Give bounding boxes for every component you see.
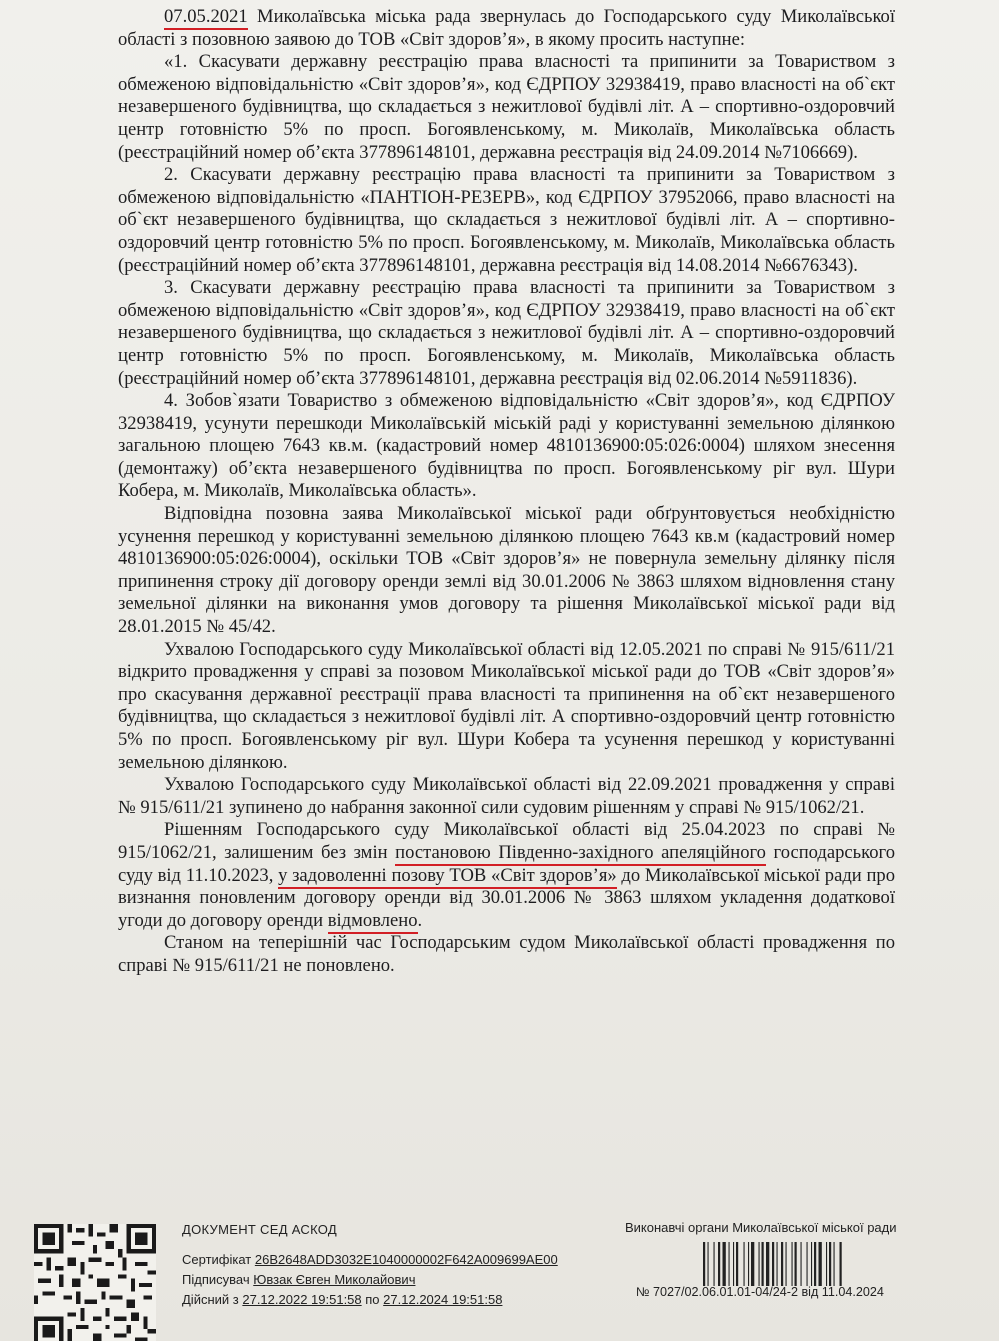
barcode-icon [703,1242,877,1286]
signer-line: Підписувач Ювзак Євген Миколайович [182,1272,416,1287]
registration-number: № 7027/02.06.01.01-04/24-2 від 11.04.2024 [636,1285,884,1299]
valid-from: 27.12.2022 19:51:58 [242,1292,362,1307]
underline-refused: відмовлено [328,910,418,934]
signer-name: Ювзак Євген Миколайович [253,1272,416,1287]
paragraph-claim-4: 4. Зобов`язати Товариство з обмеженою відповідальністю «Світ здоров’я», код ЄДРПОУ 32938419, усунути перешкоди Миколаївській міській раді у користуванні земельною ділянкою загальною площею 7643 кв.м. (кадастровий номер 4810136900:05:026:0004) шляхом знесення (демонтажу) об’єкта незавершеного будівництва по просп. Богоявленському ріг вул. Шури Кобера, м. Миколаїв, Миколаївська область». [118,390,895,502]
doc-system-label: ДОКУМЕНТ СЕД АСКОД [182,1222,338,1237]
underline-claim-denied: у задоволенні позову ТОВ «Світ здоров’я» [278,865,617,889]
paragraph-ruling-suspension: Ухвалою Господарського суду Миколаївської області від 22.09.2021 провадження у справі № 915/611/21 зупинено до набрання законної сили судовим рішенням у справі № 915/1062/21. [118,774,895,818]
qr-code-icon [34,1224,156,1341]
paragraph-claim-1: «1. Скасувати державну реєстрацію права власності та припинити за Товариством з обмеженою відповідальністю «Світ здоров’я», код ЄДРПОУ 32938419, право власності на об`єкт незавершеного будівництва, що складається з нежитлової будівлі літ. А – спортивно-оздоровчий центр готовністю 5% по просп. Богоявленському, м. Миколаїв, Миколаївська область (реєстраційний номер об’єкта 377896148101, державна реєстрація від 24.09.2014 №7106669). [118,51,895,163]
valid-to: 27.12.2024 19:51:58 [383,1292,503,1307]
paragraph-justification: Відповідна позовна заява Миколаївської міської ради обґрунтовується необхідністю усунення перешкод у користуванні земельною ділянкою площею 7643 кв.м (кадастровий номер 4810136900:05:026:0004), оскільки ТОВ «Світ здоров’я» не повернула земельну ділянку після припинення строку дії договору оренди землі від 30.01.2006 № 3863 шляхом відновлення стану земельної ділянки на виконання умов договору та рішення Миколаївської міської ради від 28.01.2015 № 45/42. [118,503,895,638]
certificate-line: Сертифікат 26B2648ADD3032E1040000002F642A009699AE00 [182,1252,558,1267]
paragraph-claim-2: 2. Скасувати державну реєстрацію права власності та припинити за Товариством з обмеженою відповідальністю «ПАНТІОН-РЕЗЕРВ», код ЄДРПОУ 37952066, право власності на об`єкт незавершеного будівництва, що складається з нежитлової будівлі літ. А – спортивно-оздоровчий центр готовністю 5% по просп. Богоявленському, м. Миколаїв, Миколаївська область (реєстраційний номер об’єкта 377896148101, державна реєстрація від 14.08.2014 №6676343). [118,164,895,276]
paragraph-claim-3: 3. Скасувати державну реєстрацію права власності та припинити за Товариством з обмеженою відповідальністю «Світ здоров’я», код ЄДРПОУ 32938419, право власності на об`єкт незавершеного будівництва, що складається з нежитлової будівлі літ. А – спортивно-оздоровчий центр готовністю 5% по просп. Богоявленському, м. Миколаїв, Миколаївська область (реєстраційний номер об’єкта 377896148101, державна реєстрація від 02.06.2014 №5911836). [118,277,895,389]
signature-footer [0,1210,999,1341]
validity-line: Дійсний з 27.12.2022 19:51:58 по 27.12.2024 19:51:58 [182,1292,503,1307]
certificate-value: 26B2648ADD3032E1040000002F642A009699AE00 [254,1252,558,1267]
paragraph-1: 07.05.2021 Миколаївська міська рада звернулась до Господарського суду Миколаївської області з позовною заявою до ТОВ «Світ здоров’я», в якому просить наступне: [118,6,895,50]
organization-title: Виконавчі органи Миколаївської міської ради [625,1220,897,1235]
date-underlined: 07.05.2021 [164,6,248,30]
paragraph-ruling-opening: Ухвалою Господарського суду Миколаївської області від 12.05.2021 по справі № 915/611/21 відкрито провадження у справі за позовом Миколаївської міської ради до ТОВ «Світ здоров’я» про скасування державної реєстрації права власності та припинення на об`єкт незавершеного будівництва, що складається з нежитлової будівлі літ. А спортивно-оздоровчий центр готовністю 5% по просп. Богоявленському ріг вул. Шури Кобера та усунення перешкод у користуванні земельною ділянкою. [118,638,895,773]
paragraph-decision: Рішенням Господарського суду Миколаївської області від 25.04.2023 по справі № 915/1062/21, залишеним без змін постановою Південно-західного апеляційного господарського суду від 11.10.2023, у задоволенні позову ТОВ «Світ здоров’я» до Миколаївської міської ради про визнання поновленим договору оренди від 30.01.2006 № 3863 шляхом укладення додаткової угоди до договору оренди відмовлено. [118,819,895,932]
document-body [118,6,895,978]
underline-appeal: постановою Південно-західного апеляційного [395,842,766,866]
paragraph-status: Станом на теперішній час Господарським судом Миколаївської області провадження по справі № 915/611/21 не поновлено. [118,932,895,976]
